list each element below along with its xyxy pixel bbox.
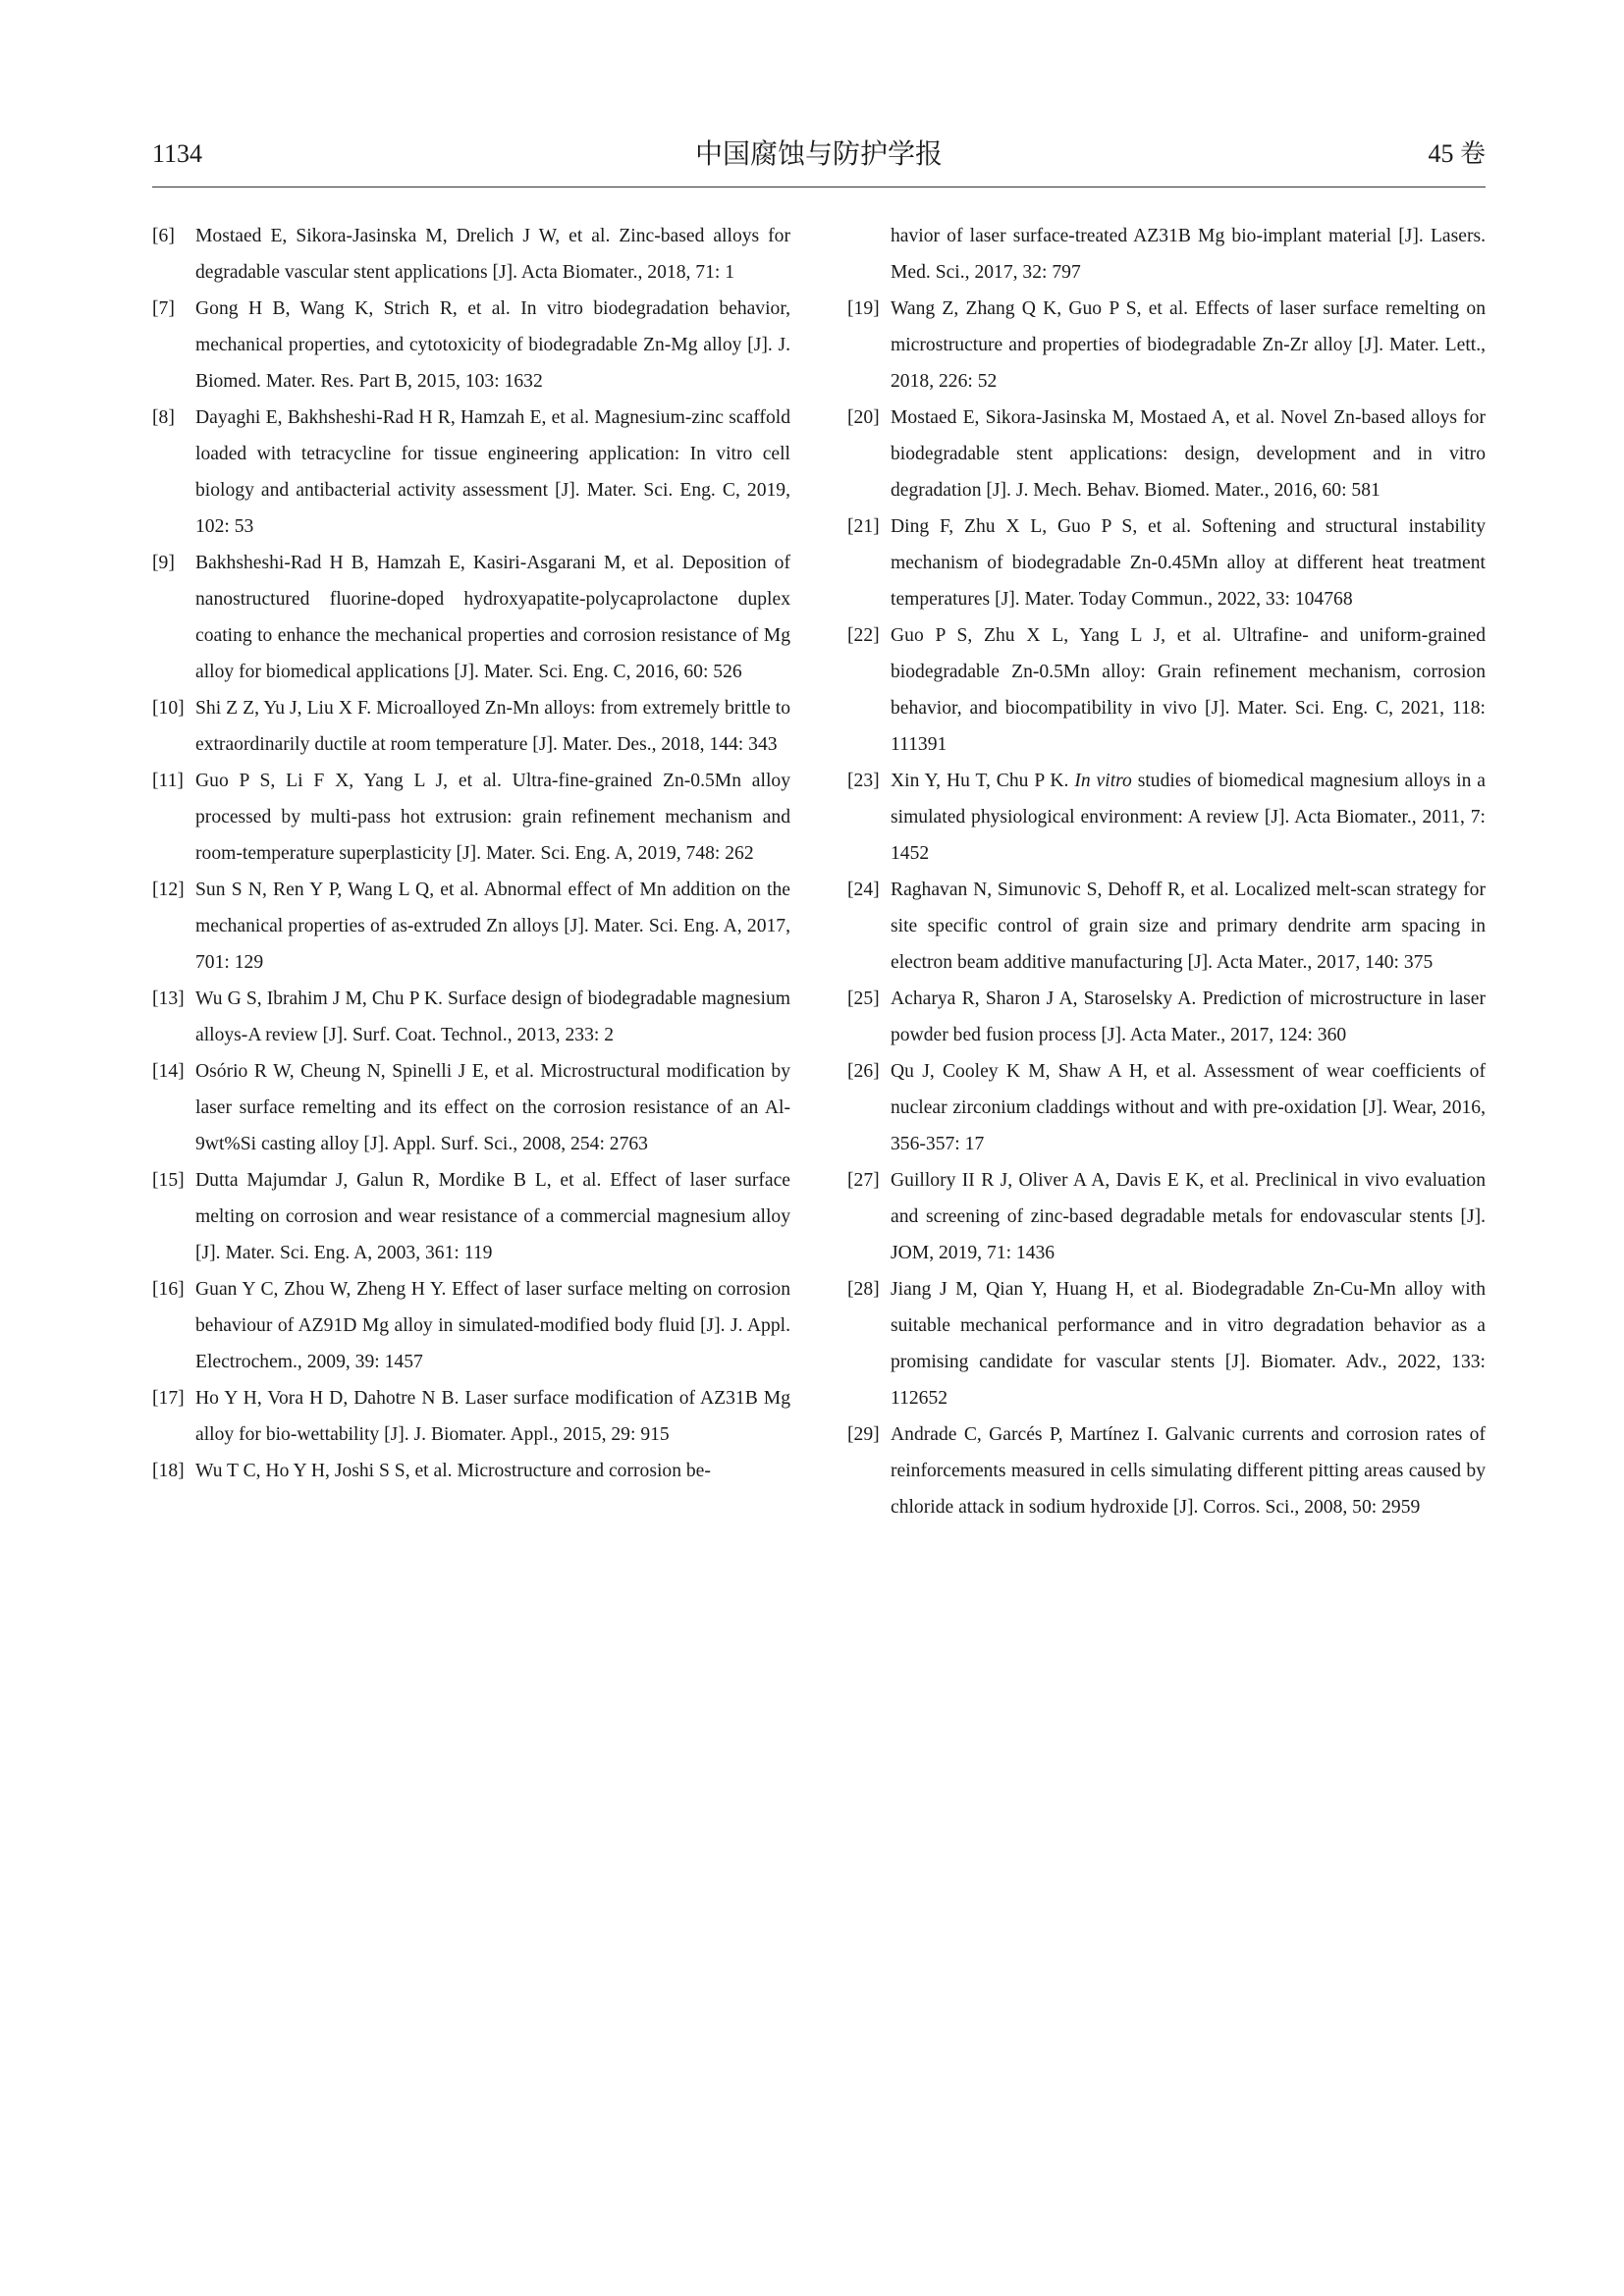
reference-number: [19] (847, 298, 880, 319)
reference-text: Wu G S, Ibrahim J M, Chu P K. Surface design of biodegradable magnesium alloys-A review [J]. Surf. Coat. Technol., 2013, 233: 2 (195, 988, 790, 1045)
reference-text: Mostaed E, Sikora-Jasinska M, Mostaed A, et al. Novel Zn-based alloys for biodegradable stent applications: design, development and in vitro degradation [J]. J. Mech. Behav. Biomed. Mater., 2016, 60: 581 (891, 407, 1486, 501)
reference-text: Bakhsheshi-Rad H B, Hamzah E, Kasiri-Asgarani M, et al. Deposition of nanostructured fluorine-doped hydroxyapatite-polycaprolactone duplex coating to enhance the mechanical properties and corrosion resistance of Mg alloy for biomedical applications [J]. Mater. Sci. Eng. C, 2016, 60: 526 (195, 553, 790, 682)
reference-text: Mostaed E, Sikora-Jasinska M, Drelich J W, et al. Zinc-based alloys for degradable vascular stent applications [J]. Acta Biomater., 2018, 71: 1 (195, 226, 790, 283)
reference-text: Guo P S, Zhu X L, Yang L J, et al. Ultrafine- and uniform-grained biodegradable Zn-0.5Mn alloy: Grain refinement mechanism, corrosion behavior, and biocompatibility in vivo [J]. Mater. Sci. Eng. C, 2021, 118: 111391 (891, 625, 1486, 755)
reference-text: Ding F, Zhu X L, Guo P S, et al. Softening and structural instability mechanism of biodegradable Zn-0.45Mn alloy at different heat treatment temperatures [J]. Mater. Today Commun., 2022, 33: 104768 (891, 516, 1486, 610)
reference-number: [25] (847, 988, 880, 1009)
reference-item (847, 1271, 1486, 1416)
reference-continuation: havior of laser surface-treated AZ31B Mg bio-implant material [J]. Lasers. Med. Sci., 2017, 32: 797 (891, 226, 1486, 283)
reference-text: Qu J, Cooley K M, Shaw A H, et al. Assessment of wear coefficients of nuclear zirconium claddings without and with pre-oxidation [J]. Wear, 2016, 356-357: 17 (891, 1061, 1486, 1154)
reference-number: [13] (152, 988, 185, 1009)
reference-item (152, 690, 790, 763)
reference-item (152, 872, 790, 981)
reference-item (152, 400, 790, 545)
reference-item (847, 763, 1486, 872)
reference-number: [8] (152, 407, 175, 428)
reference-text: Ho Y H, Vora H D, Dahotre N B. Laser surface modification of AZ31B Mg alloy for bio-wettability [J]. J. Biomater. Appl., 2015, 29: 915 (195, 1388, 790, 1445)
reference-item (152, 218, 790, 291)
reference-number: [27] (847, 1170, 880, 1191)
reference-item (152, 1162, 790, 1271)
reference-text: Dutta Majumdar J, Galun R, Mordike B L, et al. Effect of laser surface melting on corrosion and wear resistance of a commercial magnesium alloy [J]. Mater. Sci. Eng. A, 2003, 361: 119 (195, 1170, 790, 1263)
reference-number: [10] (152, 698, 185, 719)
reference-item (847, 1162, 1486, 1271)
reference-item (152, 1053, 790, 1162)
reference-text: Dayaghi E, Bakhsheshi-Rad H R, Hamzah E, et al. Magnesium-zinc scaffold loaded with tetracycline for tissue engineering application: In vitro cell biology and antibacterial activity assessment [J]. Mater. Sci. Eng. C, 2019, 102: 53 (195, 407, 790, 537)
reference-number: [24] (847, 880, 880, 900)
reference-item (152, 291, 790, 400)
reference-number: [23] (847, 771, 880, 791)
volume-label: 45 卷 (1428, 139, 1486, 168)
reference-text: Raghavan N, Simunovic S, Dehoff R, et al. Localized melt-scan strategy for site specific control of grain size and primary dendrite arm spacing in electron beam additive manufacturing [J]. Acta Mater., 2017, 140: 375 (891, 880, 1486, 973)
reference-item (152, 545, 790, 690)
reference-number: [22] (847, 625, 880, 646)
page-header (152, 137, 1486, 187)
references-right-column (847, 218, 1486, 1525)
reference-number: [28] (847, 1279, 880, 1300)
reference-number: [15] (152, 1170, 185, 1191)
references-left-column (152, 218, 790, 1489)
reference-text: Wu T C, Ho Y H, Joshi S S, et al. Microstructure and corrosion be- (195, 1461, 711, 1481)
page-number: 1134 (152, 139, 203, 168)
reference-number: [16] (152, 1279, 185, 1300)
reference-text: Guillory II R J, Oliver A A, Davis E K, et al. Preclinical in vivo evaluation and screening of zinc-based degradable metals for endovascular stents [J]. JOM, 2019, 71: 1436 (891, 1170, 1486, 1263)
reference-item (847, 1053, 1486, 1162)
reference-text: Osório R W, Cheung N, Spinelli J E, et al. Microstructural modification by laser surface remelting and its effect on the corrosion resistance of an Al-9wt%Si casting alloy [J]. Appl. Surf. Sci., 2008, 254: 2763 (195, 1061, 790, 1154)
reference-text-rest: studies of biomedical magnesium alloys in a simulated physiological environment: A review [J]. Acta Biomater., 2011, 7: 1452 (891, 771, 1486, 864)
reference-number: [21] (847, 516, 880, 537)
reference-text: Jiang J M, Qian Y, Huang H, et al. Biodegradable Zn-Cu-Mn alloy with suitable mechanical performance and in vitro degradation behavior as a promising candidate for vascular stents [J]. Biomater. Adv., 2022, 133: 112652 (891, 1279, 1486, 1409)
reference-text: Wang Z, Zhang Q K, Guo P S, et al. Effects of laser surface remelting on microstructure and properties of biodegradable Zn-Zr alloy [J]. Mater. Lett., 2018, 226: 52 (891, 298, 1486, 392)
reference-item (847, 617, 1486, 763)
reference-text: Guan Y C, Zhou W, Zheng H Y. Effect of laser surface melting on corrosion behaviour of AZ91D Mg alloy in simulated-modified body fluid [J]. J. Appl. Electrochem., 2009, 39: 1457 (195, 1279, 790, 1372)
reference-item (847, 291, 1486, 400)
reference-text: Andrade C, Garcés P, Martínez I. Galvanic currents and corrosion rates of reinforcements measured in cells simulating different pitting areas caused by chloride attack in sodium hydroxide [J]. Corros. Sci., 2008, 50: 2959 (891, 1424, 1486, 1518)
reference-text: Sun S N, Ren Y P, Wang L Q, et al. Abnormal effect of Mn addition on the mechanical properties of as-extruded Zn alloys [J]. Mater. Sci. Eng. A, 2017, 701: 129 (195, 880, 790, 973)
reference-number: [12] (152, 880, 185, 900)
reference-number: [17] (152, 1388, 185, 1409)
reference-number: [29] (847, 1424, 880, 1445)
reference-text: Guo P S, Li F X, Yang L J, et al. Ultra-fine-grained Zn-0.5Mn alloy processed by multi-pass hot extrusion: grain refinement mechanism and room-temperature superplasticity [J]. Mater. Sci. Eng. A, 2019, 748: 262 (195, 771, 790, 864)
reference-item (152, 763, 790, 872)
reference-number: [18] (152, 1461, 185, 1481)
reference-text: Gong H B, Wang K, Strich R, et al. In vitro biodegradation behavior, mechanical properties, and cytotoxicity of biodegradable Zn-Mg alloy [J]. J. Biomed. Mater. Res. Part B, 2015, 103: 1632 (195, 298, 790, 392)
reference-item (152, 1453, 790, 1489)
reference-item (847, 872, 1486, 981)
reference-text: Shi Z Z, Yu J, Liu X F. Microalloyed Zn-Mn alloys: from extremely brittle to extraordinarily ductile at room temperature [J]. Mater. Des., 2018, 144: 343 (195, 698, 790, 755)
reference-text-italic: In vitro (1074, 771, 1132, 791)
reference-number: [7] (152, 298, 175, 319)
reference-item (152, 1271, 790, 1380)
reference-text: Acharya R, Sharon J A, Staroselsky A. Prediction of microstructure in laser powder bed fusion process [J]. Acta Mater., 2017, 124: 360 (891, 988, 1486, 1045)
reference-number: [11] (152, 771, 184, 791)
reference-item (847, 400, 1486, 508)
reference-text-authors: Xin Y, Hu T, Chu P K. (891, 771, 1075, 791)
reference-item (847, 981, 1486, 1053)
journal-title: 中国腐蚀与防护学报 (694, 137, 943, 170)
reference-number: [9] (152, 553, 175, 573)
reference-item (152, 981, 790, 1053)
reference-item (847, 508, 1486, 617)
reference-item (847, 1416, 1486, 1525)
reference-number: [14] (152, 1061, 185, 1082)
reference-number: [20] (847, 407, 880, 428)
reference-number: [26] (847, 1061, 880, 1082)
reference-text (891, 763, 1486, 872)
reference-item (152, 1380, 790, 1453)
reference-number: [6] (152, 226, 175, 246)
